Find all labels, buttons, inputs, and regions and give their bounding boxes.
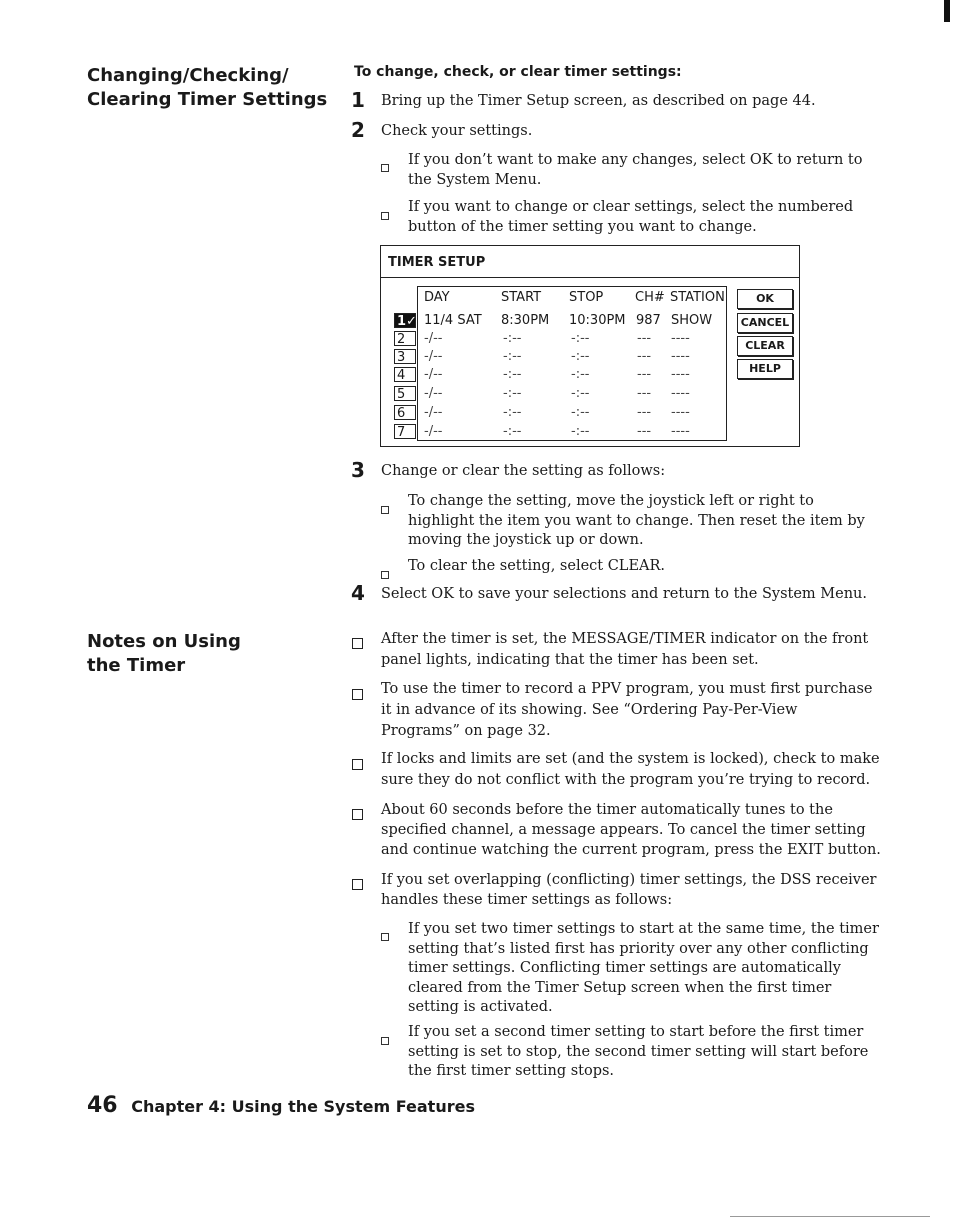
note-line: If locks and limits are set (and the system is locked), check to make [381, 751, 880, 767]
section-heading-line: Clearing Timer Settings [87, 89, 328, 110]
timer-channel: --- [637, 405, 652, 420]
list-item-line: setting is activated. [408, 999, 553, 1015]
note-line: If you set overlapping (conflicting) timer settings, the DSS receiver [381, 872, 877, 888]
timer-day: 11/4 SAT [424, 313, 482, 328]
timer-start: -:-- [503, 424, 522, 439]
section-heading-line: Changing/Checking/ [87, 65, 289, 86]
section-heading-line: the Timer [87, 655, 186, 676]
timer-number-button-3[interactable]: 3 [394, 349, 416, 364]
step-number: 1 [351, 88, 365, 112]
list-item-line: If you set a second timer setting to start before the first timer [408, 1024, 864, 1040]
bullet-icon [352, 875, 363, 894]
timer-channel: --- [637, 331, 652, 346]
timer-station: ---- [671, 349, 690, 364]
list-item [408, 198, 853, 237]
note-line: and continue watching the current program, press the EXIT button. [381, 842, 881, 858]
note-line: panel lights, indicating that the timer has been set. [381, 652, 759, 668]
step-number: 4 [351, 581, 365, 605]
bullet-icon [352, 634, 363, 653]
step-text: Select OK to save your selections and return to the System Menu. [381, 586, 867, 602]
timer-station: ---- [671, 405, 690, 420]
step-number: 3 [351, 458, 365, 482]
timer-start: -:-- [503, 386, 522, 401]
bullet-icon [352, 805, 363, 824]
page-footer [87, 1093, 475, 1118]
list-item-line: timer settings. Conflicting timer settings are automatically [408, 960, 841, 976]
note-item [381, 679, 873, 742]
column-header-start: START [501, 290, 542, 305]
note-item [381, 629, 868, 671]
step-number: 2 [351, 118, 365, 142]
timer-stop: -:-- [571, 424, 590, 439]
note-item [381, 870, 877, 910]
note-line: After the timer is set, the MESSAGE/TIMER indicator on the front [381, 631, 869, 647]
timer-stop: -:-- [571, 331, 590, 346]
list-item: To clear the setting, select CLEAR. [408, 558, 666, 574]
clear-button[interactable]: CLEAR [737, 336, 793, 356]
section-heading-changing [87, 64, 327, 112]
column-header-station: STATION [670, 290, 725, 305]
bullet-icon [381, 1030, 389, 1049]
timer-start: -:-- [503, 405, 522, 420]
list-item-line: setting that’s listed first has priority over any other conflicting [408, 940, 869, 957]
timer-day: -/-- [424, 405, 443, 420]
list-item-line: button of the timer setting you want to change. [408, 218, 757, 235]
note-line: it in advance of its showing. See “Ordering Pay-Per-View [381, 702, 798, 718]
cancel-button[interactable]: CANCEL [737, 313, 793, 333]
ok-button[interactable]: OK [737, 289, 793, 309]
column-header-day: DAY [424, 290, 450, 305]
timer-stop: -:-- [571, 367, 590, 382]
step-text: Bring up the Timer Setup screen, as described on page 44. [381, 93, 816, 109]
list-item-line: highlight the item you want to change. Then reset the item by [408, 512, 865, 529]
note-line: Programs” on page 32. [381, 723, 551, 739]
timer-day: -/-- [424, 367, 443, 382]
bullet-icon [381, 499, 389, 518]
timer-number-button-1[interactable]: 1✓ [394, 313, 416, 328]
bullet-icon [381, 564, 389, 583]
timer-start: -:-- [503, 367, 522, 382]
note-line: specified channel, a message appears. To cancel the timer setting [381, 822, 866, 838]
chapter-title: Chapter 4: Using the System Features [131, 1097, 475, 1116]
bullet-icon [381, 926, 389, 945]
timer-number-button-2[interactable]: 2 [394, 331, 416, 346]
section-heading-notes [87, 630, 241, 678]
scan-artifact-line [730, 1216, 930, 1217]
page-number: 46 [87, 1093, 118, 1118]
list-item [408, 1023, 868, 1082]
bullet-icon [381, 205, 389, 224]
step-text: Check your settings. [381, 123, 533, 139]
bullet-icon [381, 157, 389, 176]
list-item [408, 151, 863, 190]
timer-stop: -:-- [571, 405, 590, 420]
timer-setup-title: TIMER SETUP [388, 255, 486, 270]
note-item [381, 749, 880, 791]
column-header-channel: CH# [635, 290, 665, 305]
timer-stop: -:-- [571, 349, 590, 364]
list-item-line: If you set two timer settings to start at the same time, the timer [408, 921, 879, 937]
timer-station: ---- [671, 367, 690, 382]
list-item [408, 492, 865, 551]
timer-station: SHOW [671, 313, 713, 328]
bullet-icon [352, 755, 363, 774]
list-item-line: the first timer setting stops. [408, 1063, 615, 1079]
timer-day: -/-- [424, 424, 443, 439]
timer-station: ---- [671, 386, 690, 401]
timer-number-button-5[interactable]: 5 [394, 386, 416, 401]
list-item [408, 920, 879, 1018]
list-item-line: setting is set to stop, the second timer setting will start before [408, 1043, 869, 1060]
timer-day: -/-- [424, 349, 443, 364]
list-item-line: If you don’t want to make any changes, select OK to return to [408, 152, 863, 168]
timer-number-button-4[interactable]: 4 [394, 367, 416, 382]
timer-channel: --- [637, 386, 652, 401]
section-heading-line: Notes on Using [87, 631, 241, 652]
timer-station: ---- [671, 424, 690, 439]
note-line: About 60 seconds before the timer automatically tunes to the [381, 802, 833, 818]
timer-channel: --- [637, 367, 652, 382]
timer-channel: 987 [636, 313, 661, 328]
note-line: handles these timer settings as follows: [381, 892, 673, 908]
timer-station: ---- [671, 331, 690, 346]
timer-stop: -:-- [571, 386, 590, 401]
timer-start: -:-- [503, 331, 522, 346]
timer-number-button-6[interactable]: 6 [394, 405, 416, 420]
timer-channel: --- [637, 349, 652, 364]
note-item [381, 800, 881, 860]
help-button[interactable]: HELP [737, 359, 793, 379]
timer-number-button-7[interactable]: 7 [394, 424, 416, 439]
column-header-stop: STOP [569, 290, 604, 305]
list-item-line: moving the joystick up or down. [408, 532, 644, 548]
list-item-line: If you want to change or clear settings, select the numbered [408, 199, 854, 215]
timer-start: -:-- [503, 349, 522, 364]
note-line: To use the timer to record a PPV program, you must first purchase [381, 681, 873, 697]
timer-day: -/-- [424, 386, 443, 401]
step-text: Change or clear the setting as follows: [381, 463, 666, 479]
bullet-icon [352, 685, 363, 704]
timer-channel: --- [637, 424, 652, 439]
timer-day: -/-- [424, 331, 443, 346]
list-item-line: cleared from the Timer Setup screen when the first timer [408, 979, 832, 996]
list-item-line: To change the setting, move the joystick left or right to [408, 493, 814, 509]
note-line: sure they do not conflict with the program you’re trying to record. [381, 772, 871, 788]
page-edge-mark [944, 0, 950, 22]
timer-stop: 10:30PM [569, 313, 626, 328]
timer-setup-title-divider [380, 277, 800, 278]
procedure-heading: To change, check, or clear timer settings: [354, 64, 682, 80]
list-item-line: the System Menu. [408, 171, 542, 188]
timer-start: 8:30PM [501, 313, 550, 328]
